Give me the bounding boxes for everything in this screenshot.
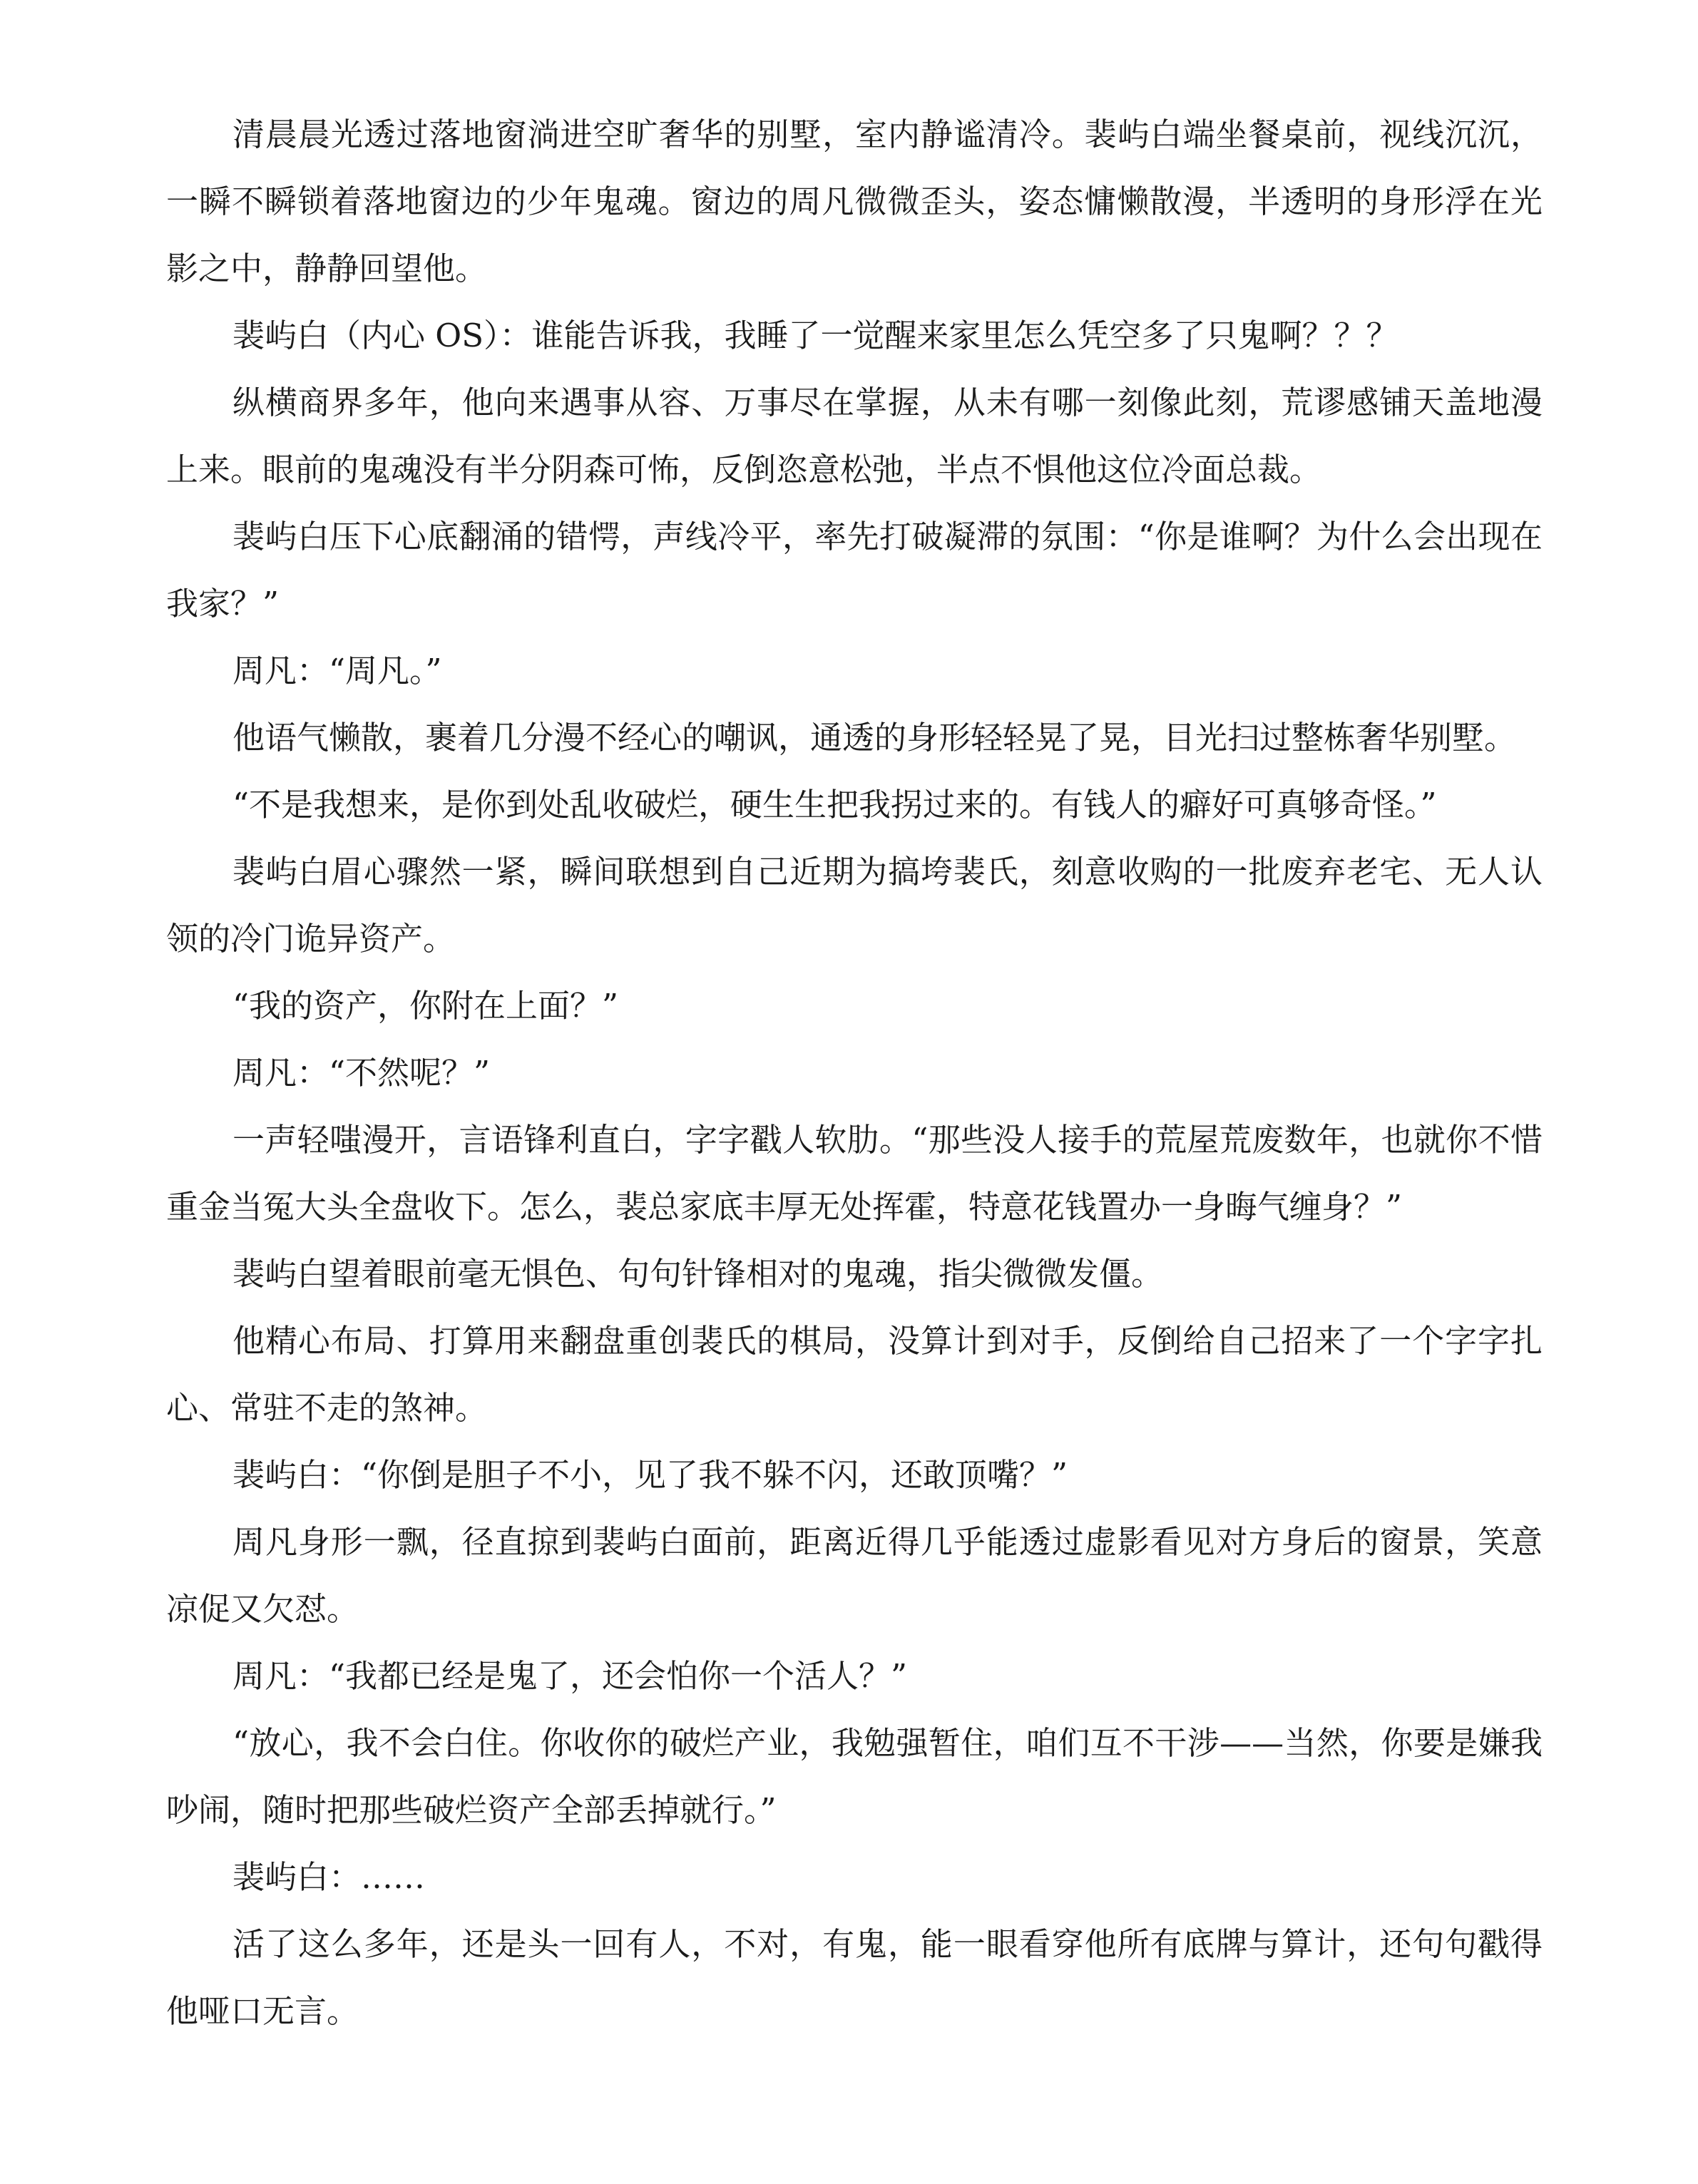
paragraph-10: 周凡：“不然呢？”: [232, 1054, 491, 1092]
document-body: [166, 101, 1543, 2045]
paragraph-18: 裴屿白：……: [232, 1858, 426, 1896]
paragraph-15: 周凡身形一飘，径直掠到裴屿白面前，距离近得几乎能透过虚影看见对方身后的窗景，笑意凉促又欠怼。: [166, 1523, 1543, 1628]
paragraph-17: “放心，我不会白住。你收你的破烂产业，我勉强暂住，咱们互不干涉——当然，你要是嫌我吵闹，随时把那些破烂资产全部丢掉就行。”: [166, 1724, 1543, 1829]
paragraph-7: “不是我想来，是你到处乱收破烂，硬生生把我拐过来的。有钱人的癖好可真够奇怪。”: [232, 786, 1437, 824]
paragraph-5: 周凡：“周凡。”: [232, 652, 442, 689]
paragraph-1: 清晨晨光透过落地窗淌进空旷奢华的别墅，室内静谧清冷。裴屿白端坐餐桌前，视线沉沉，一瞬不瞬锁着落地窗边的少年鬼魂。窗边的周凡微微歪头，姿态慵懒散漫，半透明的身形浮在光影之中，静静回望他。: [166, 116, 1543, 287]
paragraph-6: 他语气懒散，裹着几分漫不经心的嘲讽，通透的身形轻轻晃了晃，目光扫过整栋奢华别墅。: [232, 719, 1517, 757]
paragraph-4: 裴屿白压下心底翻涌的错愕，声线冷平，率先打破凝滞的氛围：“你是谁啊？为什么会出现在我家？”: [166, 518, 1543, 622]
paragraph-3: 纵横商界多年，他向来遇事从容、万事尽在掌握，从未有哪一刻像此刻，荒谬感铺天盖地漫上来。眼前的鬼魂没有半分阴森可怖，反倒恣意松弛，半点不惧他这位冷面总裁。: [166, 384, 1543, 488]
paragraph-8: 裴屿白眉心骤然一紧，瞬间联想到自己近期为搞垮裴氏，刻意收购的一批废弃老宅、无人认领的冷门诡异资产。: [166, 853, 1543, 958]
paragraph-12: 裴屿白望着眼前毫无惧色、句句针锋相对的鬼魂，指尖微微发僵。: [232, 1255, 1164, 1293]
paragraph-9: “我的资产，你附在上面？”: [232, 987, 619, 1025]
paragraph-13: 他精心布局、打算用来翻盘重创裴氏的棋局，没算计到对手，反倒给自己招来了一个字字扎心、常驻不走的煞神。: [166, 1322, 1543, 1427]
paragraph-16: 周凡：“我都已经是鬼了，还会怕你一个活人？”: [232, 1657, 908, 1695]
paragraph-19: 活了这么多年，还是头一回有人，不对，有鬼，能一眼看穿他所有底牌与算计，还句句戳得他哑口无言。: [166, 1925, 1543, 2030]
paragraph-11: 一声轻嗤漫开，言语锋利直白，字字戳人软肋。“那些没人接手的荒屋荒废数年，也就你不惜重金当冤大头全盘收下。怎么，裴总家底丰厚无处挥霍，特意花钱置办一身晦气缠身？”: [166, 1121, 1543, 1226]
paragraph-14: 裴屿白：“你倒是胆子不小，见了我不躲不闪，还敢顶嘴？”: [232, 1456, 1068, 1494]
paragraph-2: 裴屿白（内心 OS）：谁能告诉我，我睡了一觉醒来家里怎么凭空多了只鬼啊？？？: [232, 317, 1398, 354]
